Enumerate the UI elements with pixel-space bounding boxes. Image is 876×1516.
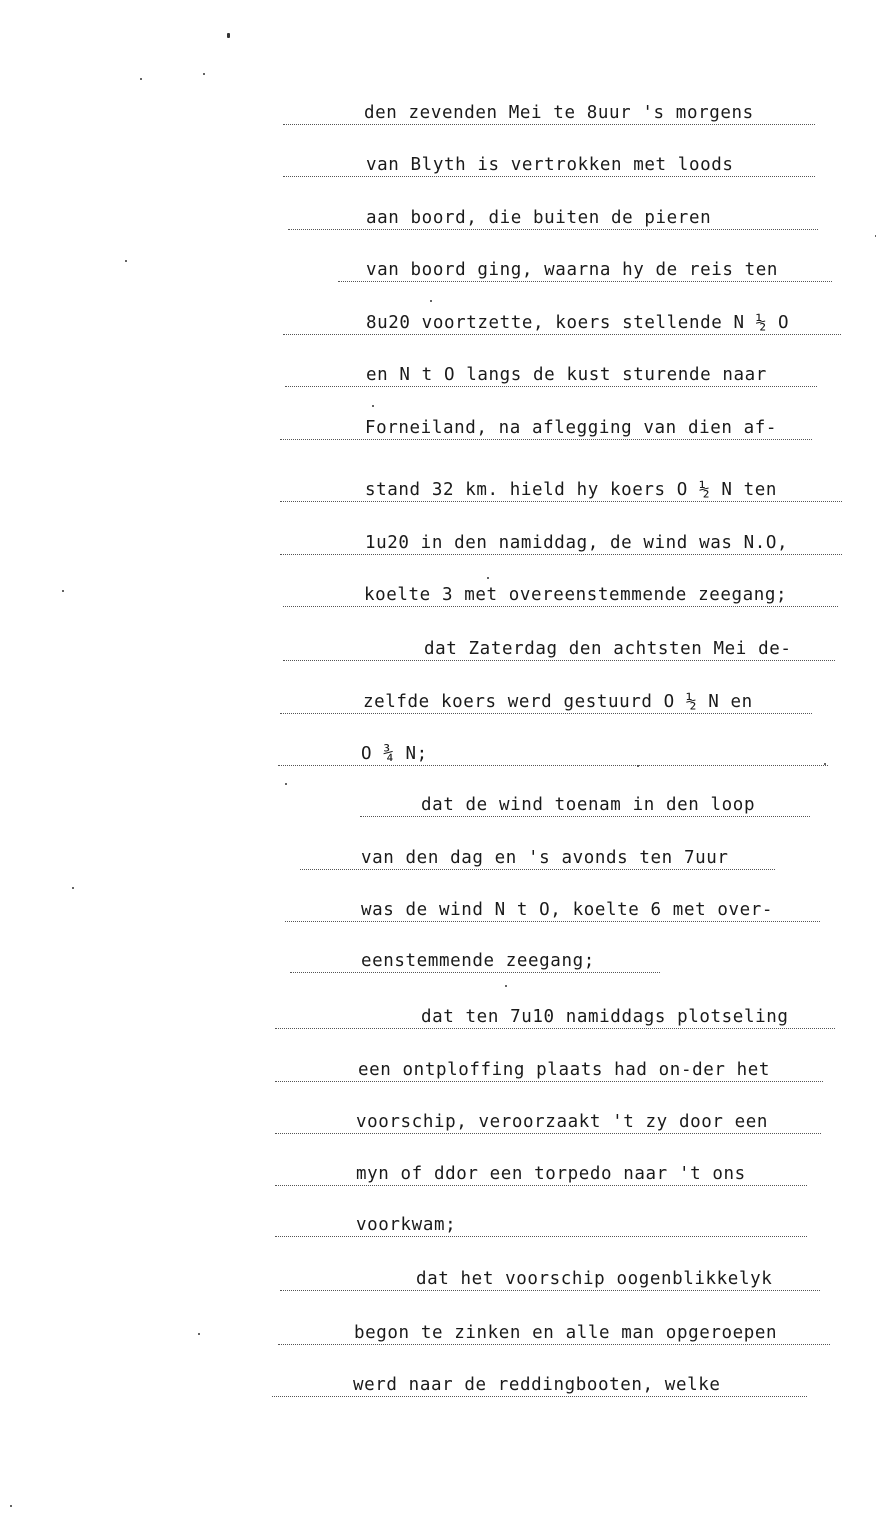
document-line-25 xyxy=(272,1370,807,1400)
document-line-21 xyxy=(275,1159,807,1189)
dotted-rule xyxy=(275,1185,807,1186)
line-text: voorschip, veroorzaakt 't zy door een xyxy=(356,1112,769,1132)
line-text: was de wind N t O, koelte 6 met over- xyxy=(361,900,774,920)
scan-speck xyxy=(372,405,374,407)
line-text: dat de wind toenam in den loop xyxy=(421,795,756,815)
document-line-18 xyxy=(275,1002,835,1032)
document-line-3 xyxy=(288,203,818,233)
line-text: aan boord, die buiten de pieren xyxy=(366,208,712,228)
dotted-rule xyxy=(283,334,841,335)
dotted-rule xyxy=(275,1081,823,1082)
dotted-rule xyxy=(285,921,820,922)
document-line-2 xyxy=(283,150,815,180)
line-text: dat Zaterdag den achtsten Mei de- xyxy=(424,639,792,659)
line-text: van den dag en 's avonds ten 7uur xyxy=(361,848,729,868)
scan-speck xyxy=(125,260,127,262)
scan-speck xyxy=(140,78,142,80)
document-line-14 xyxy=(360,790,810,820)
document-line-5 xyxy=(283,308,841,338)
document-line-6 xyxy=(285,360,817,390)
line-text: Forneiland, na aflegging van dien af- xyxy=(365,418,778,438)
scan-speck xyxy=(10,1505,12,1507)
dotted-rule xyxy=(280,554,842,555)
line-text: zelfde koers werd gestuurd O ½ N en xyxy=(363,692,753,712)
document-line-7 xyxy=(280,413,812,443)
dotted-rule xyxy=(283,606,838,607)
dotted-rule xyxy=(285,386,817,387)
line-text: 8u20 voortzette, koers stellende N ½ O xyxy=(366,313,790,333)
line-text: den zevenden Mei te 8uur 's morgens xyxy=(364,103,754,123)
line-text: myn of ddor een torpedo naar 't ons xyxy=(356,1164,746,1184)
document-line-4 xyxy=(338,255,832,285)
scan-speck xyxy=(203,73,205,75)
dotted-rule xyxy=(280,713,812,714)
dotted-rule xyxy=(290,972,660,973)
dotted-rule xyxy=(275,1028,835,1029)
line-text: dat ten 7u10 namiddags plotseling xyxy=(421,1007,789,1027)
scan-speck xyxy=(637,765,639,767)
dotted-rule xyxy=(360,816,810,817)
line-text: stand 32 km. hield hy koers O ½ N ten xyxy=(365,480,778,500)
dotted-rule xyxy=(280,1290,820,1291)
dotted-rule xyxy=(300,869,775,870)
document-line-19 xyxy=(275,1055,823,1085)
document-line-1 xyxy=(283,98,815,128)
line-text: een ontploffing plaats had on-der het xyxy=(358,1060,771,1080)
document-line-24 xyxy=(278,1318,830,1348)
scan-speck xyxy=(72,887,74,889)
scan-speck xyxy=(487,577,489,579)
line-text: dat het voorschip oogenblikkelyk xyxy=(416,1269,773,1289)
scan-speck xyxy=(62,590,64,592)
line-text: van Blyth is vertrokken met loods xyxy=(366,155,734,175)
line-text: eenstemmende zeegang; xyxy=(361,951,595,971)
document-line-11 xyxy=(283,634,835,664)
line-text: voorkwam; xyxy=(356,1215,457,1235)
line-text: werd naar de reddingbooten, welke xyxy=(353,1375,721,1395)
document-line-16 xyxy=(285,895,820,925)
dotted-rule xyxy=(338,281,832,282)
document-line-12 xyxy=(280,687,812,717)
scan-speck xyxy=(505,985,507,987)
dotted-rule xyxy=(283,176,815,177)
dotted-rule xyxy=(280,439,812,440)
document-line-22 xyxy=(275,1210,807,1240)
document-line-17 xyxy=(290,946,660,976)
scan-speck xyxy=(198,1333,200,1335)
line-text: O ¾ N; xyxy=(361,744,428,764)
dotted-rule xyxy=(280,501,842,502)
dotted-rule xyxy=(288,229,818,230)
line-text: van boord ging, waarna hy de reis ten xyxy=(366,260,779,280)
scan-speck xyxy=(430,300,432,302)
dotted-rule xyxy=(272,1396,807,1397)
line-text: begon te zinken en alle man opgeroepen xyxy=(354,1323,778,1343)
dotted-rule xyxy=(283,660,835,661)
dotted-rule xyxy=(275,1236,807,1237)
dotted-rule xyxy=(275,1133,821,1134)
line-text: en N t O langs de kust sturende naar xyxy=(366,365,767,385)
line-text: koelte 3 met overeenstemmende zeegang; xyxy=(364,585,788,605)
document-line-13 xyxy=(278,739,828,769)
dotted-rule xyxy=(283,124,815,125)
document-line-9 xyxy=(280,528,842,558)
scan-speck xyxy=(227,33,230,38)
document-line-15 xyxy=(300,843,775,873)
dotted-rule xyxy=(278,765,828,766)
document-line-23 xyxy=(280,1264,820,1294)
document-line-20 xyxy=(275,1107,821,1137)
scan-speck xyxy=(824,763,826,765)
document-line-10 xyxy=(283,580,838,610)
line-text: 1u20 in den namiddag, de wind was N.O, xyxy=(365,533,789,553)
scan-speck xyxy=(285,783,287,785)
document-line-8 xyxy=(280,475,842,505)
dotted-rule xyxy=(278,1344,830,1345)
